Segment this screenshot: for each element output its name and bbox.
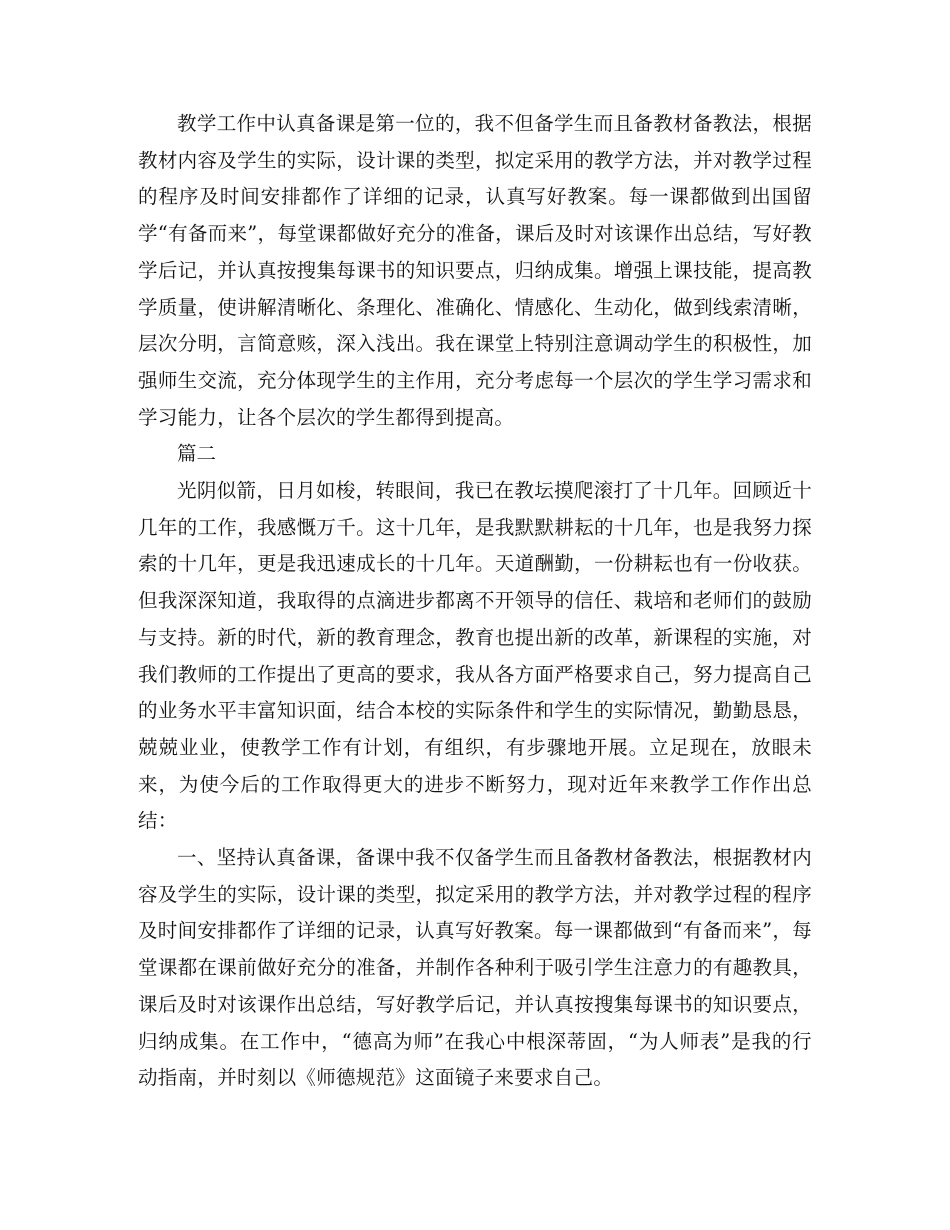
body-paragraph-1: 教学工作中认真备课是第一位的，我不但备学生而且备教材备教法，根据教材内容及学生的实际，设计课的类型，拟定采用的教学方法，并对教学过程的程序及时间安排都作了详细的记录，认真写好教案。每一课都做到出国留学“有备而来”，每堂课都做好充分的准备，课后及时对该课作出总结，写好教学后记，并认真按搜集每课书的知识要点，归纳成集。增强上课技能，提高教学质量，使讲解清晰化、条理化、准确化、情感化、生动化，做到线索清晰，层次分明，言简意赅，深入浅出。我在课堂上特别注意调动学生的积极性，加强师生交流，充分体现学生的主作用，充分考虑每一个层次的学生学习需求和学习能力，让各个层次的学生都得到提高。 xyxy=(138,112,812,429)
section-heading-pian-er: 篇二 xyxy=(177,442,217,466)
body-paragraph-3: 一、坚持认真备课，备课中我不仅备学生而且备教材备教法，根据教材内容及学生的实际，设计课的类型，拟定采用的教学方法，并对教学过程的程序及时间安排都作了详细的记录，认真写好教案。每一课都做到“有备而来”，每堂课都在课前做好充分的准备，并制作各种利于吸引学生注意力的有趣教具，课后及时对该课作出总结，写好教学后记，并认真按搜集每课书的知识要点，归纳成集。在工作中，“德高为师”在我心中根深蒂固，“为人师表”是我的行动指南，并时刻以《师德规范》这面镜子来要求自己。 xyxy=(138,846,812,1090)
body-paragraph-2: 光阴似箭，日月如梭，转眼间，我已在教坛摸爬滚打了十几年。回顾近十几年的工作，我感慨万千。这十几年，是我默默耕耘的十几年，也是我努力探索的十几年，更是我迅速成长的十几年。天道酬勤，一份耕耘也有一份收获。但我深深知道，我取得的点滴进步都离不开领导的信任、栽培和老师们的鼓励与支持。新的时代，新的教育理念，教育也提出新的改革，新课程的实施，对我们教师的工作提出了更高的要求，我从各方面严格要求自己，努力提高自己的业务水平丰富知识面，结合本校的实际条件和学生的实际情况，勤勤恳恳，兢兢业业，使教学工作有计划，有组织，有步骤地开展。立足现在，放眼未来，为使今后的工作取得更大的进步不断努力，现对近年来教学工作作出总结： xyxy=(138,479,812,833)
